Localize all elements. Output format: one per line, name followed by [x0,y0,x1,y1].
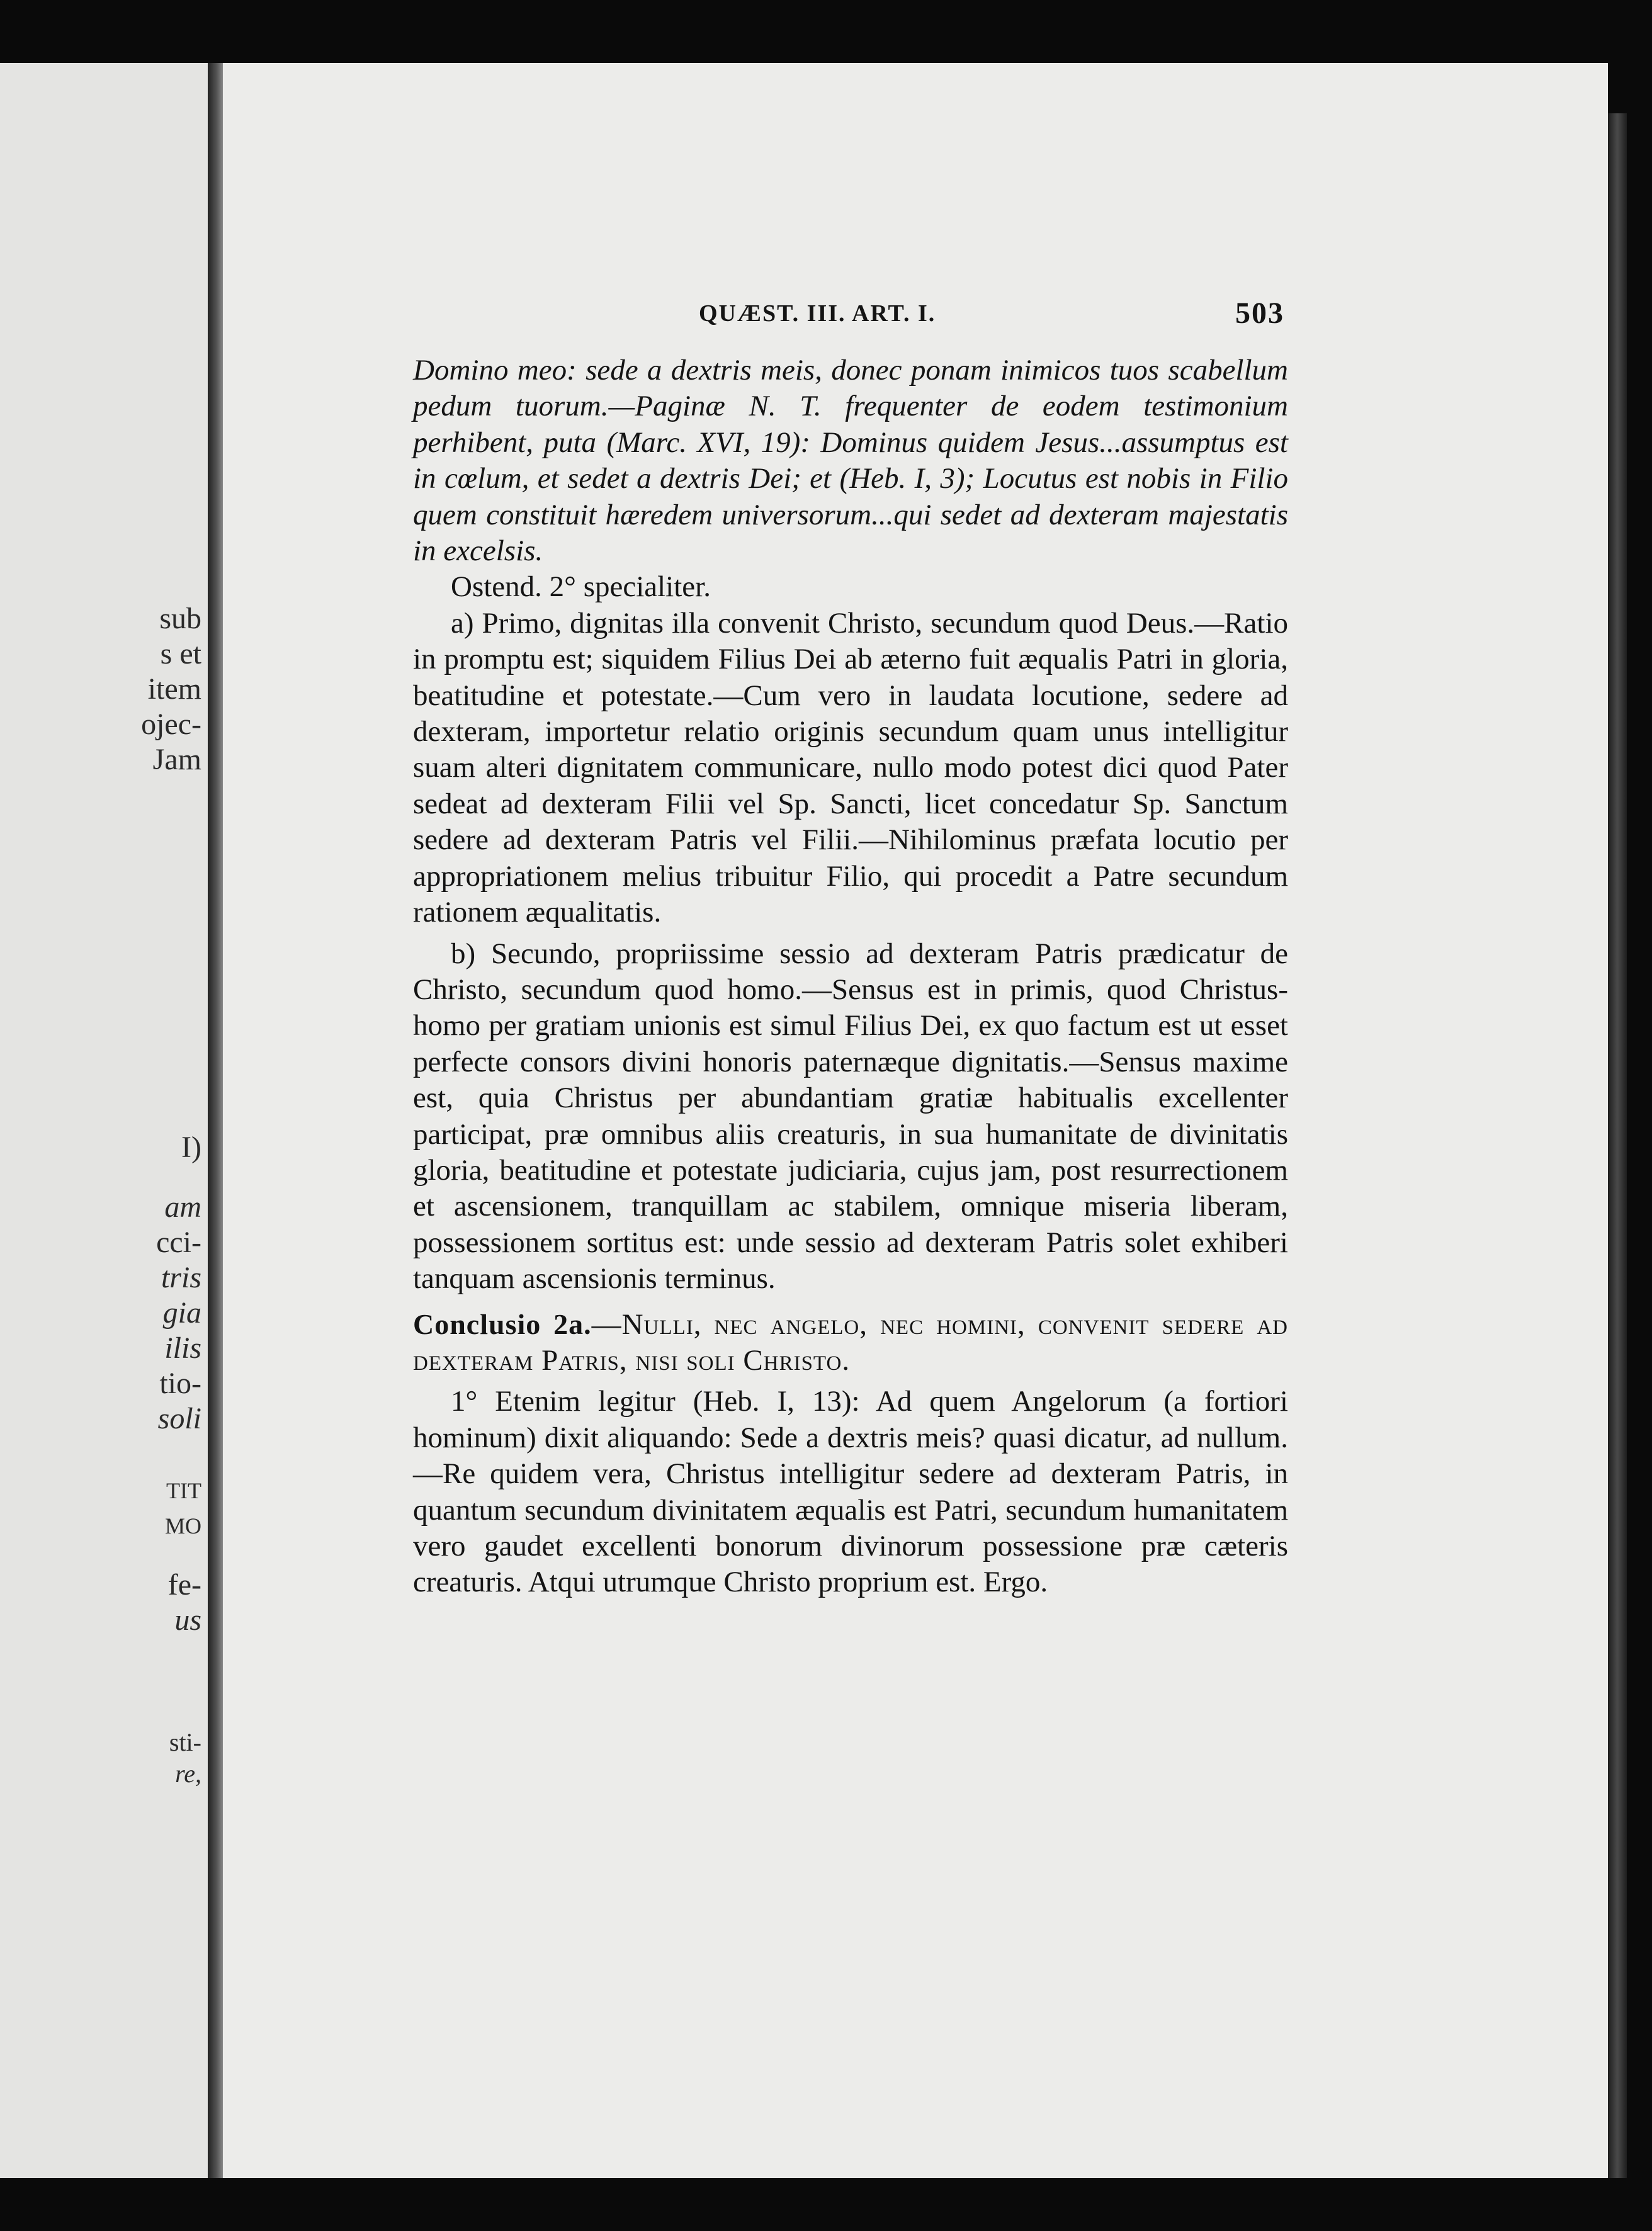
conclusio-text: —Nulli, nec angelo, nec homini, convenit sedere ad dexteram Patris, nisi soli Christo. [413,1308,1288,1377]
left-fragment: re, [175,1759,201,1788]
left-fragment: us [174,1603,201,1637]
left-fragment: tio- [159,1367,201,1400]
left-fragment: MO [164,1513,201,1539]
page-edge [1608,113,1627,2178]
conclusio-paragraph [413,1306,1288,1379]
left-fragment: tris [161,1261,201,1294]
left-fragment: Jam [152,743,201,776]
paragraph: b) Secundo, propriissime sessio ad dexteram Patris prædicatur de Christo, secundum quod homo.—Sensus est in primis, quod Christus-homo per gratiam unionis est simul Filius Dei, ex quo factum est ut esset perfecte consors divini honoris paternæque dignitatis.—Sensus maxime est, quia Christus per abundantiam gratiæ habitualis excellenter participat, præ omnibus aliis creaturis, in sua humanitate de divinitatis gloria, beatitudine et potestate judiciaria, cujus jam, post resurrectionem et ascensionem, tranquillam ac stabilem, omnique miseria liberam, possessionem sortitus est: unde sessio ad dexteram Patris solet exhiberi tanquam ascensionis terminus. [413,937,1288,1296]
left-fragment: I) [181,1131,201,1164]
body-text [413,353,1288,1601]
conclusio-label: Conclusio 2a. [413,1308,592,1340]
left-fragment: am [164,1190,201,1224]
gutter-shadow [208,63,223,2178]
left-fragment: cci- [156,1226,201,1259]
left-fragment: fe- [167,1568,201,1601]
left-fragment: TIT [166,1478,201,1503]
left-fragment: ilis [164,1331,201,1365]
paragraph: 1° Etenim legitur (Heb. I, 13): Ad quem Angelorum (a fortiori hominum) dixit aliquando: Sede a dextris meis? quasi dicatur, ad nullum.—Re quidem vera, Christus intelligitur sedere ad dexteram Patris, in quantum secundum divinitatem æqualis est Patri, secundum humanitatem vero gaudet excellenti bonorum divinorum possessione præ cæteris creaturis. Atqui utrumque Christo proprium est. Ergo. [413,1385,1288,1599]
left-fragment: ojec- [141,708,201,741]
paragraph: Ostend. 2° specialiter. [451,570,711,604]
left-fragment: sub [159,602,201,635]
running-head [699,296,1284,334]
page-number: 503 [1235,297,1284,330]
left-page-edge [0,63,208,2178]
left-fragment: item [147,672,201,706]
paragraph: Domino meo: sede a dextris meis, donec ponam inimicos tuos scabellum pedum tuorum.—Paginæ N. T. frequenter de eodem testimonium perhibent, puta (Marc. XVI, 19): Dominus quidem Jesus...assumptus est in cœlum, et sedet a dextris Dei; et (Heb. I, 3); Locutus est nobis in Filio quem constituit hæredem universorum...qui sedet ad dexteram majestatis in excelsis. [413,354,1288,568]
left-fragment: s et [160,637,201,670]
left-fragment: sti- [169,1728,201,1756]
left-fragment: soli [157,1402,201,1435]
paragraph: a) Primo, dignitas illa convenit Christo, secundum quod Deus.—Ratio in promptu est; siquidem Filius Dei ab æterno fuit æqualis Patri in gloria, beatitudine et potestate.—Cum vero in laudata locutione, sedere ad dexteram, importetur relatio originis secundum quam unus intelligitur suam alteri dignitatem communicare, nullo modo potest dici quod Pater sedeat ad dexteram Filii vel Sp. Sancti, licet concedatur Sp. Sanctum sedere ad dexteram Patris vel Filii.—Nihilominus præfata locutio per appropriationem melius tribuitur Filio, qui procedit a Patre secundum rationem æqualitatis. [413,606,1288,929]
running-title: QUÆST. III. ART. I. [699,300,936,327]
left-fragment: gia [162,1296,201,1330]
